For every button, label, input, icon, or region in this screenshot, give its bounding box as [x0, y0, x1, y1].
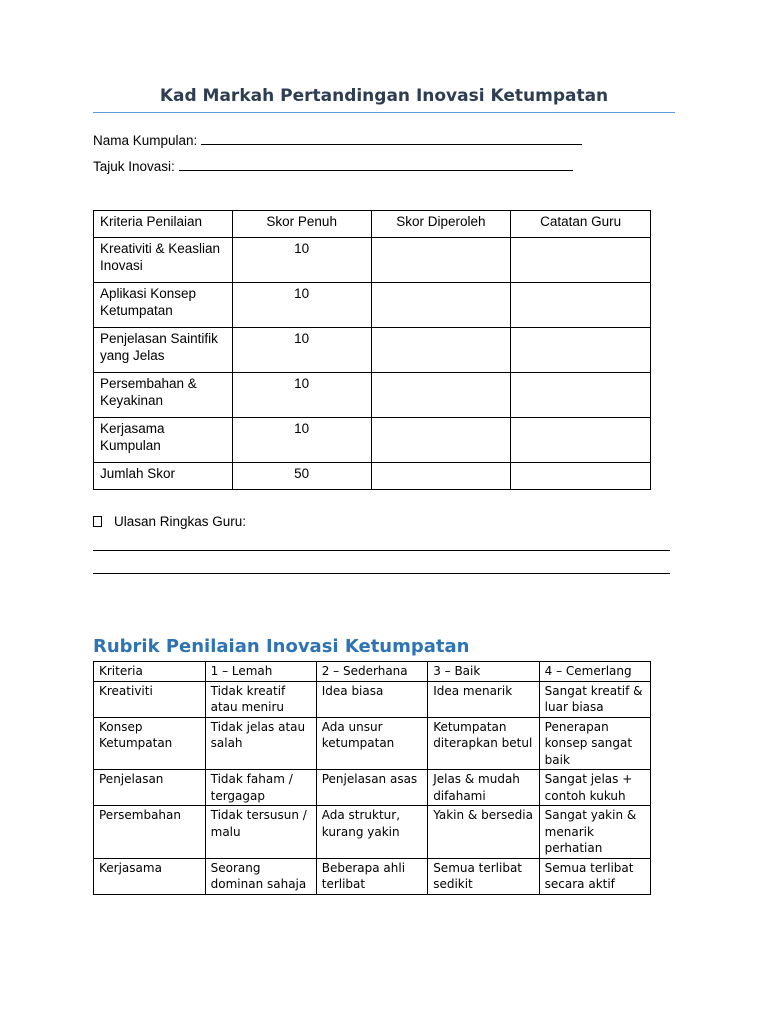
- rubric-header-cell: 4 – Cemerlang: [539, 662, 650, 682]
- teacher-note-cell: [511, 238, 651, 283]
- rubric-cell: Kerjasama: [94, 858, 206, 894]
- teacher-note-cell: [511, 373, 651, 418]
- group-name-blank: [201, 131, 582, 145]
- rubric-cell: Penjelasan asas: [316, 770, 427, 806]
- rubric-table: [93, 661, 651, 895]
- rubric-cell: Tidak kreatif atau meniru: [205, 681, 316, 717]
- comment-line: [93, 573, 670, 574]
- rubric-cell: Semua terlibat secara aktif: [539, 858, 650, 894]
- rubric-cell: Idea biasa: [316, 681, 427, 717]
- rubric-row: [94, 717, 651, 770]
- teacher-note-cell: [511, 418, 651, 463]
- rubric-cell: Sangat kreatif & luar biasa: [539, 681, 650, 717]
- rubric-header-row: [94, 662, 651, 682]
- criteria-cell: Persembahan & Keyakinan: [94, 373, 233, 418]
- rubric-cell: Persembahan: [94, 806, 206, 859]
- total-label-cell: Jumlah Skor: [94, 463, 233, 490]
- criteria-cell: Kerjasama Kumpulan: [94, 418, 233, 463]
- checkbox-icon: [93, 516, 102, 527]
- obtained-score-cell: [371, 238, 511, 283]
- rubric-header-cell: Kriteria: [94, 662, 206, 682]
- rubric-cell: Ketumpatan diterapkan betul: [428, 717, 539, 770]
- table-row: [94, 373, 651, 418]
- rubric-row: [94, 770, 651, 806]
- obtained-score-cell: [371, 283, 511, 328]
- header-full-score: Skor Penuh: [232, 211, 371, 238]
- group-name-label: Nama Kumpulan:: [93, 133, 198, 148]
- rubric-header-cell: 3 – Baik: [428, 662, 539, 682]
- rubric-cell: Sangat yakin & menarik perhatian: [539, 806, 650, 859]
- table-row: [94, 283, 651, 328]
- criteria-cell: Kreativiti & Keaslian Inovasi: [94, 238, 233, 283]
- rubric-row: [94, 806, 651, 859]
- rubric-cell: Tidak faham / tergagap: [205, 770, 316, 806]
- table-row: [94, 418, 651, 463]
- rubric-cell: Beberapa ahli terlibat: [316, 858, 427, 894]
- rubric-cell: Penjelasan: [94, 770, 206, 806]
- rubric-header-cell: 1 – Lemah: [205, 662, 316, 682]
- rubric-cell: Kreativiti: [94, 681, 206, 717]
- rubric-cell: Konsep Ketumpatan: [94, 717, 206, 770]
- teacher-comment: [93, 514, 246, 529]
- total-obtained-cell: [371, 463, 511, 490]
- full-score-cell: 10: [232, 373, 371, 418]
- rubric-cell: Semua terlibat sedikit: [428, 858, 539, 894]
- obtained-score-cell: [371, 418, 511, 463]
- rubric-cell: Sangat jelas + contoh kukuh: [539, 770, 650, 806]
- table-row: [94, 238, 651, 283]
- score-table: [93, 210, 651, 490]
- group-name-field: [93, 131, 582, 148]
- obtained-score-cell: [371, 328, 511, 373]
- header-teacher-note: Catatan Guru: [511, 211, 651, 238]
- criteria-cell: Aplikasi Konsep Ketumpatan: [94, 283, 233, 328]
- teacher-note-cell: [511, 328, 651, 373]
- teacher-comment-label: Ulasan Ringkas Guru:: [114, 514, 247, 529]
- innovation-title-label: Tajuk Inovasi:: [93, 159, 175, 174]
- full-score-cell: 10: [232, 418, 371, 463]
- total-row: [94, 463, 651, 490]
- header-criteria: Kriteria Penilaian: [94, 211, 233, 238]
- rubric-cell: Penerapan konsep sangat baik: [539, 717, 650, 770]
- title-divider: [93, 112, 675, 113]
- rubric-cell: Seorang dominan sahaja: [205, 858, 316, 894]
- rubric-cell: Ada unsur ketumpatan: [316, 717, 427, 770]
- innovation-title-field: [93, 157, 573, 174]
- criteria-cell: Penjelasan Saintifik yang Jelas: [94, 328, 233, 373]
- rubric-cell: Tidak jelas atau salah: [205, 717, 316, 770]
- comment-line: [93, 550, 670, 551]
- total-full-score-cell: 50: [232, 463, 371, 490]
- full-score-cell: 10: [232, 283, 371, 328]
- teacher-note-cell: [511, 283, 651, 328]
- innovation-title-blank: [179, 157, 573, 171]
- table-row: [94, 328, 651, 373]
- rubric-cell: Yakin & bersedia: [428, 806, 539, 859]
- header-obtained-score: Skor Diperoleh: [371, 211, 511, 238]
- full-score-cell: 10: [232, 328, 371, 373]
- rubric-header-cell: 2 – Sederhana: [316, 662, 427, 682]
- total-note-cell: [511, 463, 651, 490]
- rubric-cell: Idea menarik: [428, 681, 539, 717]
- full-score-cell: 10: [232, 238, 371, 283]
- rubric-cell: Ada struktur, kurang yakin: [316, 806, 427, 859]
- obtained-score-cell: [371, 373, 511, 418]
- page-title: Kad Markah Pertandingan Inovasi Ketumpatan: [159, 86, 609, 106]
- rubric-cell: Tidak tersusun / malu: [205, 806, 316, 859]
- score-table-header-row: [94, 211, 651, 238]
- rubric-row: [94, 681, 651, 717]
- rubric-cell: Jelas & mudah difahami: [428, 770, 539, 806]
- rubric-row: [94, 858, 651, 894]
- rubric-title: Rubrik Penilaian Inovasi Ketumpatan: [93, 636, 470, 657]
